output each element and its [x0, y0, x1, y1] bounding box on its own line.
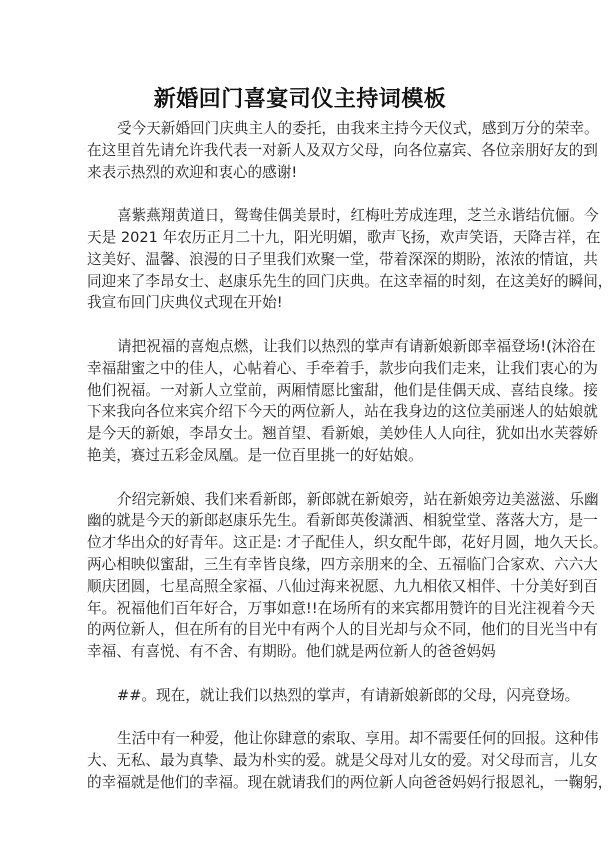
text-line: 喜紫燕翔黄道日，鸳鸯佳偶美景时，红梅吐芳成连理，芝兰永谐结伉俪。今 [117, 207, 599, 225]
text-line: 同迎来了李昂女士、赵康乐先生的回门庆典。在这幸福的时刻，在这美好的瞬间， [87, 272, 612, 290]
text-line: 生活中有一种爱，他让你肆意的索取、享用。却不需要任何的回报。这种伟 [117, 730, 599, 748]
text-line: 来表示热烈的欢迎和衷心的感谢! [87, 163, 298, 181]
text-line: 受今天新婚回门庆典主人的委托，由我来主持今天仪式，感到万分的荣幸。 [117, 120, 599, 137]
paragraph [87, 489, 608, 663]
paragraph-spacer [87, 183, 513, 205]
text-line: 在这里首先请允许我代表一对新人及双方父母，向各位嘉宾、各位亲朋好友的到 [87, 141, 598, 159]
paragraph [87, 728, 612, 793]
text-line: 请把祝福的喜炮点燃，让我们以热烈的掌声有请新娘新郎幸福登场!(沐浴在 [117, 337, 596, 355]
text-line: 的幸福就是他们的幸福。现在就请我们的两位新人向爸爸妈妈行报恩礼，一鞠躬， [87, 773, 612, 791]
paragraph [87, 118, 599, 183]
text-line: 顺庆团圆，七星高照全家福、八仙过海来祝愿、九九相依又相伴、十分美好到百 [87, 577, 598, 595]
document-title: 新婚回门喜宴司仪主持词模板 [153, 87, 447, 112]
text-line: 大、无私、最为真挚、最为朴实的爱。就是父母对儿女的爱。对父母而言，儿女 [87, 752, 598, 770]
text-line: 下来我向各位来宾介绍下今天的两位新人，站在我身边的这位美丽迷人的姑娘就 [87, 403, 598, 421]
text-line: 我宣布回门庆典仪式现在开始! [87, 294, 283, 312]
paragraph-spacer [87, 707, 513, 729]
text-line: 位才华出众的好青年。这正是: 才子配佳人，织女配牛郎，花好月圆，地久天长。 [87, 534, 608, 552]
text-line: 年。祝福他们百年好合，万事如意!!在场所有的来宾都用赞许的目光注视着今天 [87, 599, 595, 617]
paragraph-spacer [87, 467, 513, 489]
text-line: 这美好、温馨、浪漫的日子里我们欢聚一堂，带着深深的期盼，浓浓的情谊，共 [87, 250, 598, 268]
paragraph-spacer [87, 663, 513, 685]
text-line: 艳美，赛过五彩金凤凰。是一位百里挑一的好姑娘。 [87, 446, 423, 464]
text-line: 幸福、有喜悦、有不舍、有期盼。他们就是两位新人的爸爸妈妈 [87, 643, 496, 661]
paragraph-spacer [87, 314, 513, 336]
text-line: 的两位新人，但在所有的目光中有两个人的目光却与众不同，他们的目光当中有 [87, 621, 598, 639]
text-line: 他们祝福。一对新人立堂前，两厢情愿比蜜甜，他们是佳偶天成、喜结良缘。接 [87, 381, 598, 399]
text-line: 介绍完新娘、我们来看新郎，新郎就在新娘旁，站在新娘旁边美滋滋、乐幽 [117, 490, 599, 508]
paragraph [87, 336, 598, 467]
document-body [87, 118, 612, 794]
text-line: 幸福甜蜜之中的佳人，心帖着心、手牵着手，款步向我们走来，让我们衷心的为 [87, 359, 598, 377]
paragraph [87, 685, 580, 707]
text-line: 两心相映似蜜甜，三生有幸皆良缘，四方亲朋来的全、五福临门合家欢、六六大 [87, 555, 598, 573]
paragraph [87, 205, 612, 314]
text-line: 是今天的新娘，李昂女士。翘首望、看新娘，美妙佳人人向往，犹如出水芙蓉娇 [87, 425, 598, 443]
text-line: ##。现在，就让我们以热烈的掌声，有请新娘新郎的父母，闪亮登场。 [117, 686, 580, 704]
text-line: 天是 2021 年农历正月二十九，阳光明媚，歌声飞扬，欢声笑语，天降吉祥，在 [87, 228, 601, 246]
text-line: 幽的就是今天的新郎赵康乐先生。看新郎英俊潇洒、相貌堂堂、落落大方，是一 [87, 512, 598, 530]
